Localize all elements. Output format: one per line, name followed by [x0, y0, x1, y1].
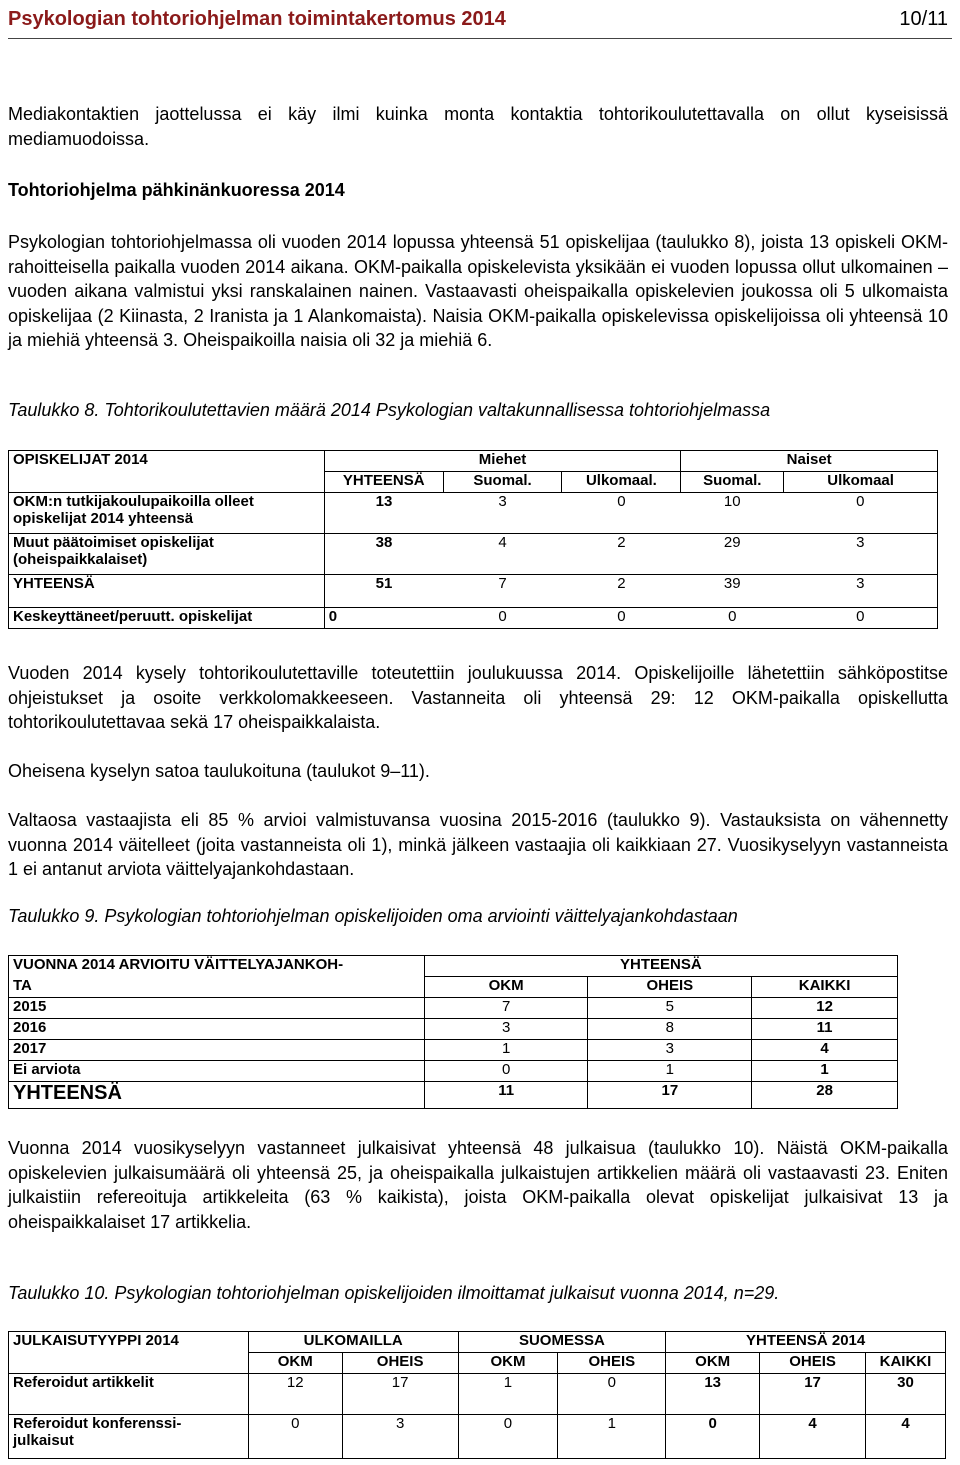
table10-cell: 4 — [760, 1415, 866, 1459]
table10-row-label: Referoidut artikkelit — [9, 1374, 249, 1415]
table9-row-label: YHTEENSÄ — [9, 1082, 425, 1109]
table8-cell: 0 — [324, 608, 443, 629]
table9-cell: 1 — [424, 1040, 588, 1061]
table10-cell: 17 — [760, 1374, 866, 1415]
table8-cell: 0 — [443, 608, 562, 629]
paragraph-publications: Vuonna 2014 vuosikyselyyn vastanneet julkaisivat yhteensä 48 julkaisua (taulukko 10). Näistä OKM-paikalla opiskelevien julkaisumäärä oli yhteensä 25, ja oheispaikalla julkaistujen artikkelien määrä oli vastaavasti 23. Eniten julkaistiin refereoituja artikkeleita (63 % kaikista), joista OKM-paikalla olevat opiskelijat julkaisivat 13 ja oheispaikkalaiset 17 artikkelia. — [8, 1138, 948, 1232]
table8-cell: 39 — [681, 575, 784, 608]
table8-cell: 2 — [562, 575, 681, 608]
table8-cell: 3 — [784, 575, 938, 608]
table10-group-abroad: ULKOMAILLA — [248, 1332, 458, 1353]
table8-col-header: Suomal. — [443, 472, 562, 493]
table10-cell: 30 — [865, 1374, 945, 1415]
table9-cell: 4 — [752, 1040, 898, 1061]
table-row — [9, 575, 938, 608]
table-row — [9, 493, 938, 534]
table8-row-label: Keskeyttäneet/peruutt. opiskelijat — [9, 608, 325, 629]
paragraph-tables-intro: Oheisena kyselyn satoa taulukoituna (taulukot 9–11). — [8, 761, 430, 781]
table8-col-header: YHTEENSÄ — [324, 472, 443, 493]
table10-col-header: OHEIS — [760, 1353, 866, 1374]
table9-caption: Taulukko 9. Psykologian tohtoriohjelman opiskelijoiden oma arviointi väittelyajankohdastaan — [8, 906, 738, 926]
table10-cell: 1 — [558, 1415, 666, 1459]
table-row — [9, 1082, 898, 1109]
table9-cell: 11 — [752, 1019, 898, 1040]
table-row — [9, 1061, 898, 1082]
table10-col-header: OKM — [666, 1353, 760, 1374]
table8-cell: 3 — [784, 534, 938, 575]
table8-cell: 0 — [562, 608, 681, 629]
table8-cell: 0 — [681, 608, 784, 629]
table9-cell: 7 — [424, 998, 588, 1019]
table9-cell: 11 — [424, 1082, 588, 1109]
table10-cell: 1 — [458, 1374, 558, 1415]
table8-cell: 7 — [443, 575, 562, 608]
paragraph-graduation: Valtaosa vastaajista eli 85 % arvioi valmistuvansa vuosina 2015-2016 (taulukko 9). Vastauksista on vähennetty vuonna 2014 väitelleet (joita vastanneista oli 1), minkä jälkeen vastaajia oli kaikkiaan 27. Vuosikyselyyn vastanneista 1 ei antanut arviota väittelyajankohdastaan. — [8, 810, 948, 879]
table9-col-header: OHEIS — [588, 977, 752, 998]
table8-cell: 10 — [681, 493, 784, 534]
table8-cell: 13 — [324, 493, 443, 534]
table8-row-label: YHTEENSÄ — [9, 575, 325, 608]
table9-cell: 28 — [752, 1082, 898, 1109]
table8-group-women: Naiset — [681, 451, 938, 472]
table8-col-header: Ulkomaal. — [562, 472, 681, 493]
table9-row-label: 2016 — [9, 1019, 425, 1040]
table10-cell: 0 — [458, 1415, 558, 1459]
table9-cell: 3 — [424, 1019, 588, 1040]
table10-col-header: OKM — [248, 1353, 342, 1374]
table10-col-header: OKM — [458, 1353, 558, 1374]
table-row — [9, 998, 898, 1019]
table10-group-finland: SUOMESSA — [458, 1332, 666, 1353]
table-row — [9, 1415, 946, 1459]
table8-col-header: Ulkomaal — [784, 472, 938, 493]
table9-cell: 3 — [588, 1040, 752, 1061]
table9-cell: 1 — [588, 1061, 752, 1082]
table10-cell: 0 — [558, 1374, 666, 1415]
table8-cell: 0 — [562, 493, 681, 534]
table9-row-label: 2017 — [9, 1040, 425, 1061]
table8-corner: OPISKELIJAT 2014 — [9, 451, 325, 472]
table9-cell: 1 — [752, 1061, 898, 1082]
table8-group-men: Miehet — [324, 451, 681, 472]
table8-cell: 29 — [681, 534, 784, 575]
table-9 — [8, 955, 898, 1109]
table-row — [9, 608, 938, 629]
table10-group-total: YHTEENSÄ 2014 — [666, 1332, 946, 1353]
table8-row-label: Muut päätoimiset opiskelijat (oheispaikkalaiset) — [9, 534, 325, 575]
table-row — [9, 1040, 898, 1061]
table10-cell: 0 — [248, 1415, 342, 1459]
table-row — [9, 1374, 946, 1415]
table10-corner: JULKAISUTYYPPI 2014 — [9, 1332, 249, 1353]
table10-cell: 13 — [666, 1374, 760, 1415]
table-row — [9, 534, 938, 575]
table8-cell: 38 — [324, 534, 443, 575]
table10-col-header: KAIKKI — [865, 1353, 945, 1374]
table10-cell: 3 — [342, 1415, 458, 1459]
table8-corner-blank — [9, 472, 325, 493]
table-8 — [8, 450, 938, 629]
table-10 — [8, 1331, 946, 1459]
table10-col-header: OHEIS — [342, 1353, 458, 1374]
table8-cell: 4 — [443, 534, 562, 575]
table10-cell: 17 — [342, 1374, 458, 1415]
table9-corner-cont: TA — [9, 977, 425, 998]
table8-cell: 51 — [324, 575, 443, 608]
table10-cell: 12 — [248, 1374, 342, 1415]
table10-col-header: OHEIS — [558, 1353, 666, 1374]
table8-cell: 2 — [562, 534, 681, 575]
table9-cell: 8 — [588, 1019, 752, 1040]
page-header — [8, 4, 948, 34]
table10-corner-blank — [9, 1353, 249, 1374]
table8-caption: Taulukko 8. Tohtorikoulutettavien määrä 2014 Psykologian valtakunnallisessa tohtoriohjelmassa — [8, 400, 771, 420]
table8-cell: 3 — [443, 493, 562, 534]
table9-cell: 0 — [424, 1061, 588, 1082]
table10-caption: Taulukko 10. Psykologian tohtoriohjelman opiskelijoiden ilmoittamat julkaisut vuonna 2014, n=29. — [8, 1283, 780, 1303]
table9-row-label: Ei arviota — [9, 1061, 425, 1082]
table8-row-label: OKM:n tutkijakoulupaikoilla olleet opiskelijat 2014 yhteensä — [9, 493, 325, 534]
table9-group-total: YHTEENSÄ — [424, 956, 897, 977]
table8-cell: 0 — [784, 493, 938, 534]
table9-cell: 17 — [588, 1082, 752, 1109]
paragraph-nutshell: Psykologian tohtoriohjelmassa oli vuoden 2014 lopussa yhteensä 51 opiskelijaa (taulukko 8), joista 13 opiskeli OKM-rahoitteisella paikalla vuoden 2014 aikana. OKM-paikalla opiskelevista yksikään ei vuoden lopussa ollut ulkomainen – vuoden aikana valmistui yksi ranskalainen nainen. Vastaavasti oheispaikalla opiskelevien joukossa oli 5 ulkomaista opiskelijaa (2 Kiinasta, 2 Iranista ja 1 Alankomaista). Naisia OKM-paikalla opiskelevissa opiskelijoissa oli yhteensä 10 ja miehiä yhteensä 3. Oheispaikoilla naisia oli 32 ja miehiä 6. — [8, 232, 948, 350]
table10-cell: 4 — [865, 1415, 945, 1459]
table10-row-label: Referoidut konferenssi- julkaisut — [9, 1415, 249, 1459]
paragraph-survey: Vuoden 2014 kysely tohtorikoulutettaville toteutettiin joulukuussa 2014. Opiskelijoille lähetettiin sähköpostitse ohjeistukset ja osoite verkkolomakkeeseen. Vastanneita oli yhteensä 29: 12 OKM-paikalla opiskellutta tohtorikoulutettavaa sekä 17 oheispaikkalaista. — [8, 663, 948, 732]
table-row — [9, 1019, 898, 1040]
header-divider — [8, 38, 952, 39]
table9-corner: VUONNA 2014 ARVIOITU VÄITTELYAJANKOH- — [9, 956, 425, 977]
table9-row-label: 2015 — [9, 998, 425, 1019]
section-heading: Tohtoriohjelma pähkinänkuoressa 2014 — [8, 180, 345, 200]
table8-col-header: Suomal. — [681, 472, 784, 493]
table9-cell: 12 — [752, 998, 898, 1019]
page-number: 10/11 — [899, 7, 948, 30]
paragraph-media-contacts: Mediakontaktien jaottelussa ei käy ilmi kuinka monta kontaktia tohtorikoulutettavalla on ollut kyseisissä mediamuodoissa. — [8, 104, 948, 149]
table10-cell: 0 — [666, 1415, 760, 1459]
table9-col-header: KAIKKI — [752, 977, 898, 998]
table9-cell: 5 — [588, 998, 752, 1019]
document-title: Psykologian tohtoriohjelman toimintakertomus 2014 — [8, 7, 506, 30]
table9-col-header: OKM — [424, 977, 588, 998]
table8-cell: 0 — [784, 608, 938, 629]
